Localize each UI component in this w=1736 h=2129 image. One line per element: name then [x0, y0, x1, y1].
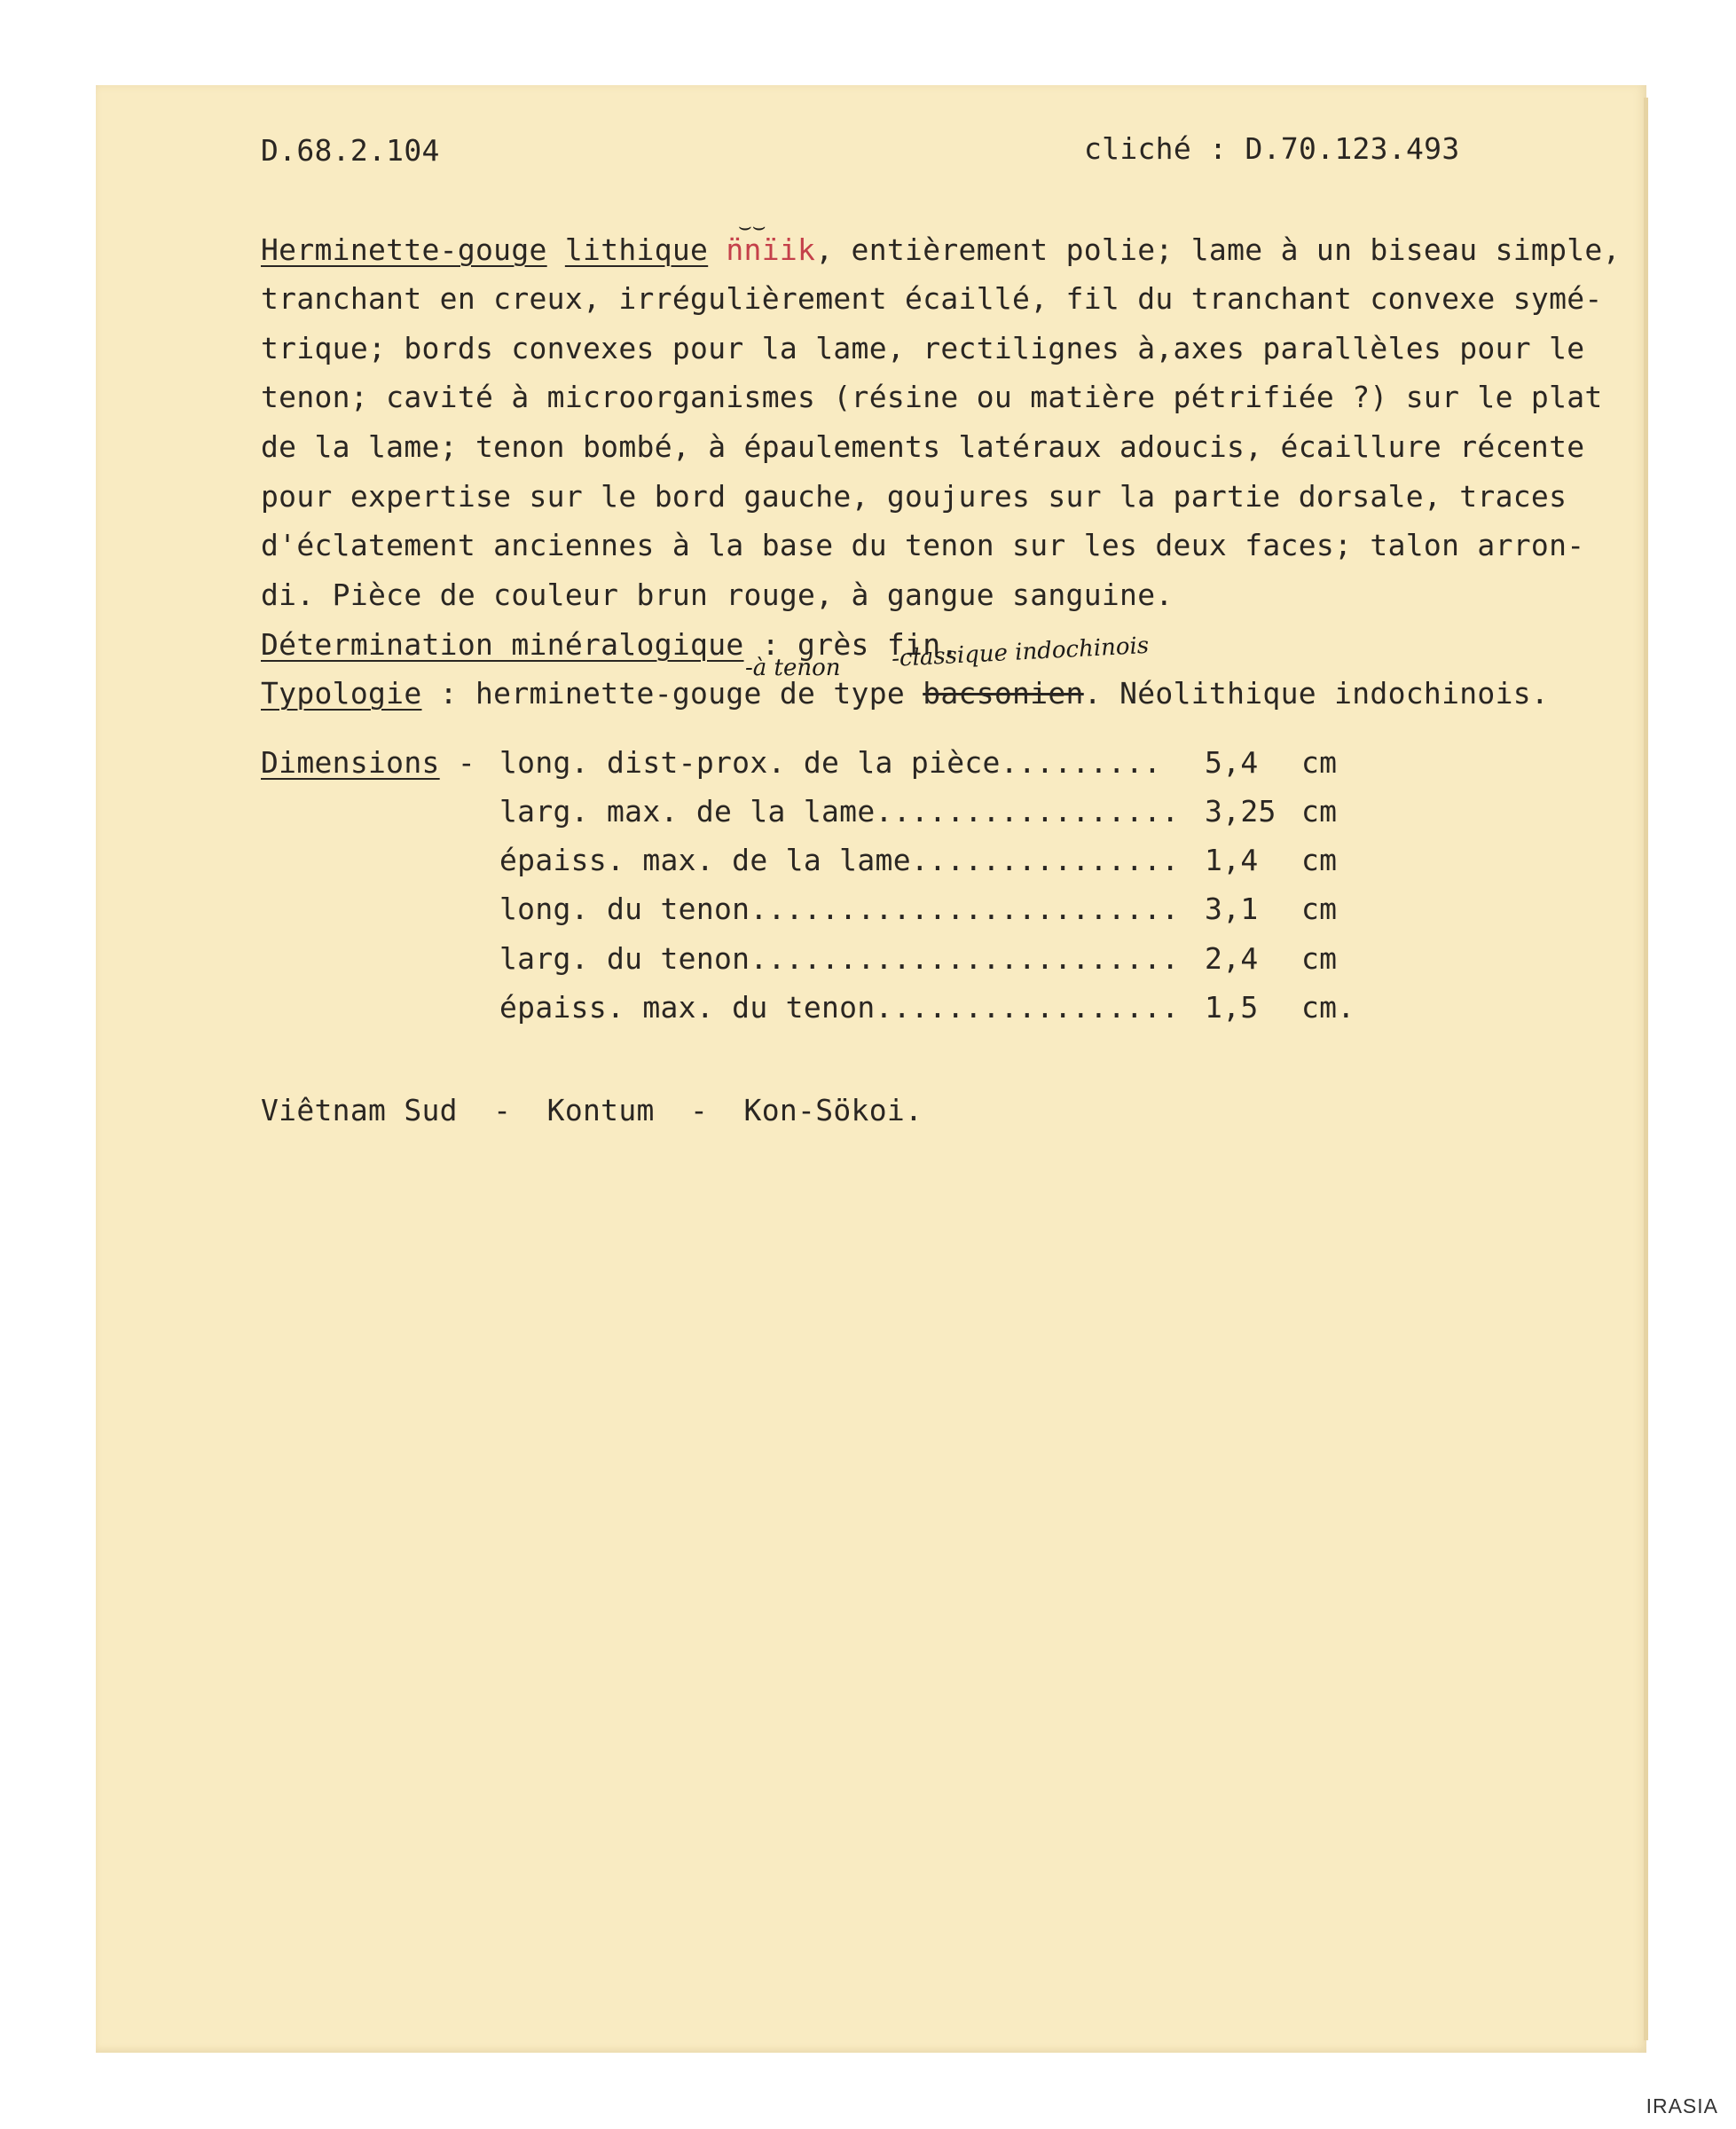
description-line-5: de la lame; tenon bombé, à épaulements latéraux adoucis, écaillure récente — [261, 429, 1585, 464]
handwritten-insert-a-tenon: -à tenon — [745, 655, 841, 681]
dimensions-label: Dimensions — [261, 745, 440, 780]
dimension-row — [0, 892, 1736, 927]
dimension-label: larg. du tenon........................ — [499, 941, 1180, 976]
irasia-watermark: IRASIA — [1646, 2094, 1718, 2117]
dimension-label: épaiss. max. du tenon................. — [499, 990, 1180, 1025]
dimension-label: épaiss. max. de la lame............... — [499, 843, 1180, 877]
typology-line — [261, 676, 1549, 711]
dimension-value: 3,25 — [1205, 794, 1276, 829]
dimension-value: 3,1 — [1205, 892, 1259, 926]
dimension-label: long. du tenon........................ — [499, 892, 1180, 926]
handwritten-insert-classique-indochinois: -classique indochinois — [891, 632, 1150, 672]
dimension-unit: cm — [1301, 843, 1338, 877]
dimension-label: long. dist-prox. de la pièce......... — [499, 745, 1162, 780]
typology-text-before: : herminette-gouge de type — [421, 676, 923, 711]
dimension-unit: cm. — [1301, 990, 1355, 1025]
dimension-row — [0, 794, 1736, 829]
term-lithique: lithique — [564, 232, 709, 267]
provenance: Viêtnam Sud - Kontum - Kon-Sökoi. — [261, 1093, 923, 1127]
dimension-label: larg. max. de la lame................. — [499, 794, 1180, 829]
description-line-1 — [261, 232, 1621, 268]
dimension-value: 1,5 — [1205, 990, 1259, 1025]
description-line-1-rest: , entièrement polie; lame à un biseau simple, — [815, 232, 1621, 267]
dimension-unit: cm — [1301, 892, 1338, 926]
dimensions-dash: - — [457, 745, 476, 780]
inventory-number: D.68.2.104 — [261, 133, 440, 168]
dimension-value: 2,4 — [1205, 941, 1259, 976]
typology-text-after: . Néolithique indochinois. — [1083, 676, 1550, 711]
description-line-7: d'éclatement anciennes à la base du tenon sur les deux faces; talon arron- — [261, 528, 1585, 562]
dimension-row — [0, 745, 1736, 781]
mineralogy-line — [261, 627, 959, 663]
paper-edge — [1644, 98, 1648, 2040]
dimension-row — [0, 990, 1736, 1025]
local-name: n̈nïik — [726, 232, 816, 267]
dimension-unit: cm — [1301, 941, 1338, 976]
dimension-row — [0, 941, 1736, 977]
dimension-value: 5,4 — [1205, 745, 1259, 780]
dimension-unit: cm — [1301, 745, 1338, 780]
typology-struck-word: bacsonien — [923, 676, 1084, 711]
cliche-reference: cliché : D.70.123.493 — [1084, 131, 1460, 166]
mineralogy-value: : grès fin. — [743, 627, 959, 662]
description-line-2: tranchant en creux, irrégulièrement écaillé, fil du tranchant convexe symé- — [261, 281, 1603, 316]
description-line-6: pour expertise sur le bord gauche, goujures sur la partie dorsale, traces — [261, 479, 1567, 514]
handwritten-diacritics: ⌣⌣ — [738, 214, 766, 239]
dimension-unit: cm — [1301, 794, 1338, 829]
term-herminette-gouge: Herminette-gouge — [261, 232, 547, 267]
dimension-value: 1,4 — [1205, 843, 1259, 877]
mineralogy-label: Détermination minéralogique — [261, 627, 744, 662]
typology-label: Typologie — [261, 676, 422, 711]
description-line-3: trique; bords convexes pour la lame, rectilignes à,axes parallèles pour le — [261, 331, 1585, 365]
description-line-8: di. Pièce de couleur brun rouge, à gangue sanguine. — [261, 577, 1174, 612]
description-line-4: tenon; cavité à microorganismes (résine ou matière pétrifiée ?) sur le plat — [261, 380, 1603, 414]
dimension-row — [0, 843, 1736, 878]
